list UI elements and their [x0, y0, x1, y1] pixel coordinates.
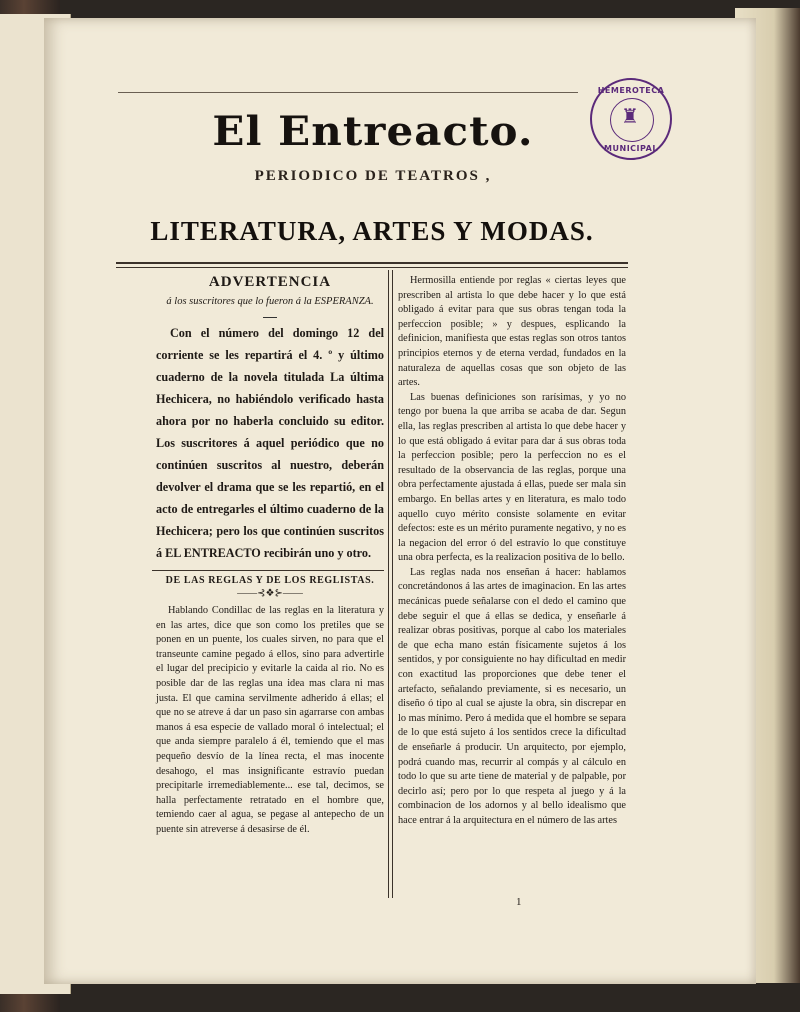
top-rule	[118, 92, 578, 93]
masthead-title: El Entreacto.	[212, 108, 534, 155]
advertencia-heading: ADVERTENCIA	[208, 274, 332, 290]
masthead-double-rule	[116, 262, 628, 268]
column-divider	[388, 270, 393, 898]
stamp-bottom-text: MUNICIPAL	[604, 144, 658, 153]
advertencia-subheading: á los suscritores que lo fueron á la ESPERANZA.	[166, 296, 374, 307]
advertencia-body: Con el número del domingo 12 del corriente se les repartirá el 4. º y último cuaderno de la novela titulada La última Hechicera, no habiéndolo verificado hasta ahora por no haberla concluido su editor. Los suscritores á aquel periódico que no continúen suscritos al nuestro, deberán devolver el drama que se les repartió, en el acto de entregarles el último cuaderno de la Hechicera; pero los que continúen suscritos á EL ENTREACTO recibirán uno y otro.	[156, 326, 384, 560]
crest-icon: ♜	[621, 106, 639, 128]
masthead-main-line: LITERATURA, ARTES Y MODAS.	[150, 216, 594, 246]
short-rule	[263, 317, 277, 318]
ornament-divider: ——⊰❖⊱——	[237, 588, 303, 599]
article-left-body: Hablando Condillac de las reglas en la literatura y en las artes, dice que son como los pretiles que se ponen en un puente, los cuales sirven, no para que el transeunte camine pegado á ellos, sino para advertirle el lugar del precipicio y evitarle la caida al rio. No es posible dar de las reglas una idea mas clara ni mas justa. El que camina servilmente adherido á ellas; el que no se atreve á dar un paso sin agarrarse con ambas manos á esa especie de vallado moral ó intelectual; el que anda siempre paralelo á él, temiendo que el mas pequeño desvío de la línea recta, el mas inocente desahogo, el mas insignificante estravío puedan precipitarle irremediablemente... ese tal, decimos, se halla perfectamente retratado en el hombre que, temiendo caer al agua, se pegase al antepecho de un puente sin atreverse á desasirse de él.	[156, 605, 384, 835]
article-paragraph: Las reglas nada nos enseñan á hacer: hablamos concretándonos á las artes de imaginacion. En las artes mecánicas puede señalarse con el dedo el camino que debe seguir el que á ellas se dedica, y enseñarle á realizar obras positivas, porque al cabo los materiales de que echa mano están físicamente sujetos á los sentidos, y por consiguiente no hay dificultad en medir con exactitud las proporciones que debe tener el artefacto, señalando previamente, si es necesario, un diseño ó tipo al cual se ajuste la obra, sin discrepar en lo mas mínimo. Pero á medida que el hombre se separa de lo que está sujeto á los sentidos crece la dificultad de enseñarle á producir. Un arquitecto, por ejemplo, podrá cuando mas, recurrir al compás y al cálculo en todo lo que su arte tiene de material y de palpable, por decirlo así; pero por lo que respeta al juego y á la combinacion de los adornos y al bello idealismo que hace entrar á la arquitectura en el número de las artes	[398, 566, 626, 826]
section-rule	[152, 570, 384, 571]
article-paragraph: Hermosilla entiende por reglas « ciertas leyes que prescriben al artista lo que debe hacer y lo que está obligado á evitar para que sus obras tengan toda la perfeccion posible; » y despues, esplicando la definicion, manifiesta que estas reglas son otros tantos principios eternos y de eterna verdad, fundados en la naturaleza de aquellas cosas que son objeto de las artes.	[398, 275, 626, 389]
left-column	[156, 274, 384, 838]
article-heading: DE LAS REGLAS Y DE LOS REGLISTAS.	[165, 575, 375, 586]
page-number: 1	[516, 896, 522, 908]
article-paragraph: Las buenas definiciones son rarísimas, y yo no tengo por buena la que arriba se acaba de dar. Segun ella, las reglas prescriben al artista lo que debe hacer y lo que está obligado á evitar para dar á sus obras toda la perfeccion posible; pero la perfeccion no es el resultado de la observancia de las reglas, porque una obra perfectamente ajustada á ellas, puede ser mala sin embargo. En bellas artes y en literatura, es malo todo aquello cuyo mérito consiste solamente en evitar defectos: este es un mérito puramente negativo, y no es la negacion del error ó del estravío lo que constituye una obra perfecta, es la realizacion positiva de lo bello.	[398, 391, 626, 564]
right-column	[398, 274, 626, 829]
stamp-top-text: HEMEROTECA	[597, 86, 665, 95]
masthead-subtitle: PERIODICO DE TEATROS ,	[254, 168, 492, 184]
